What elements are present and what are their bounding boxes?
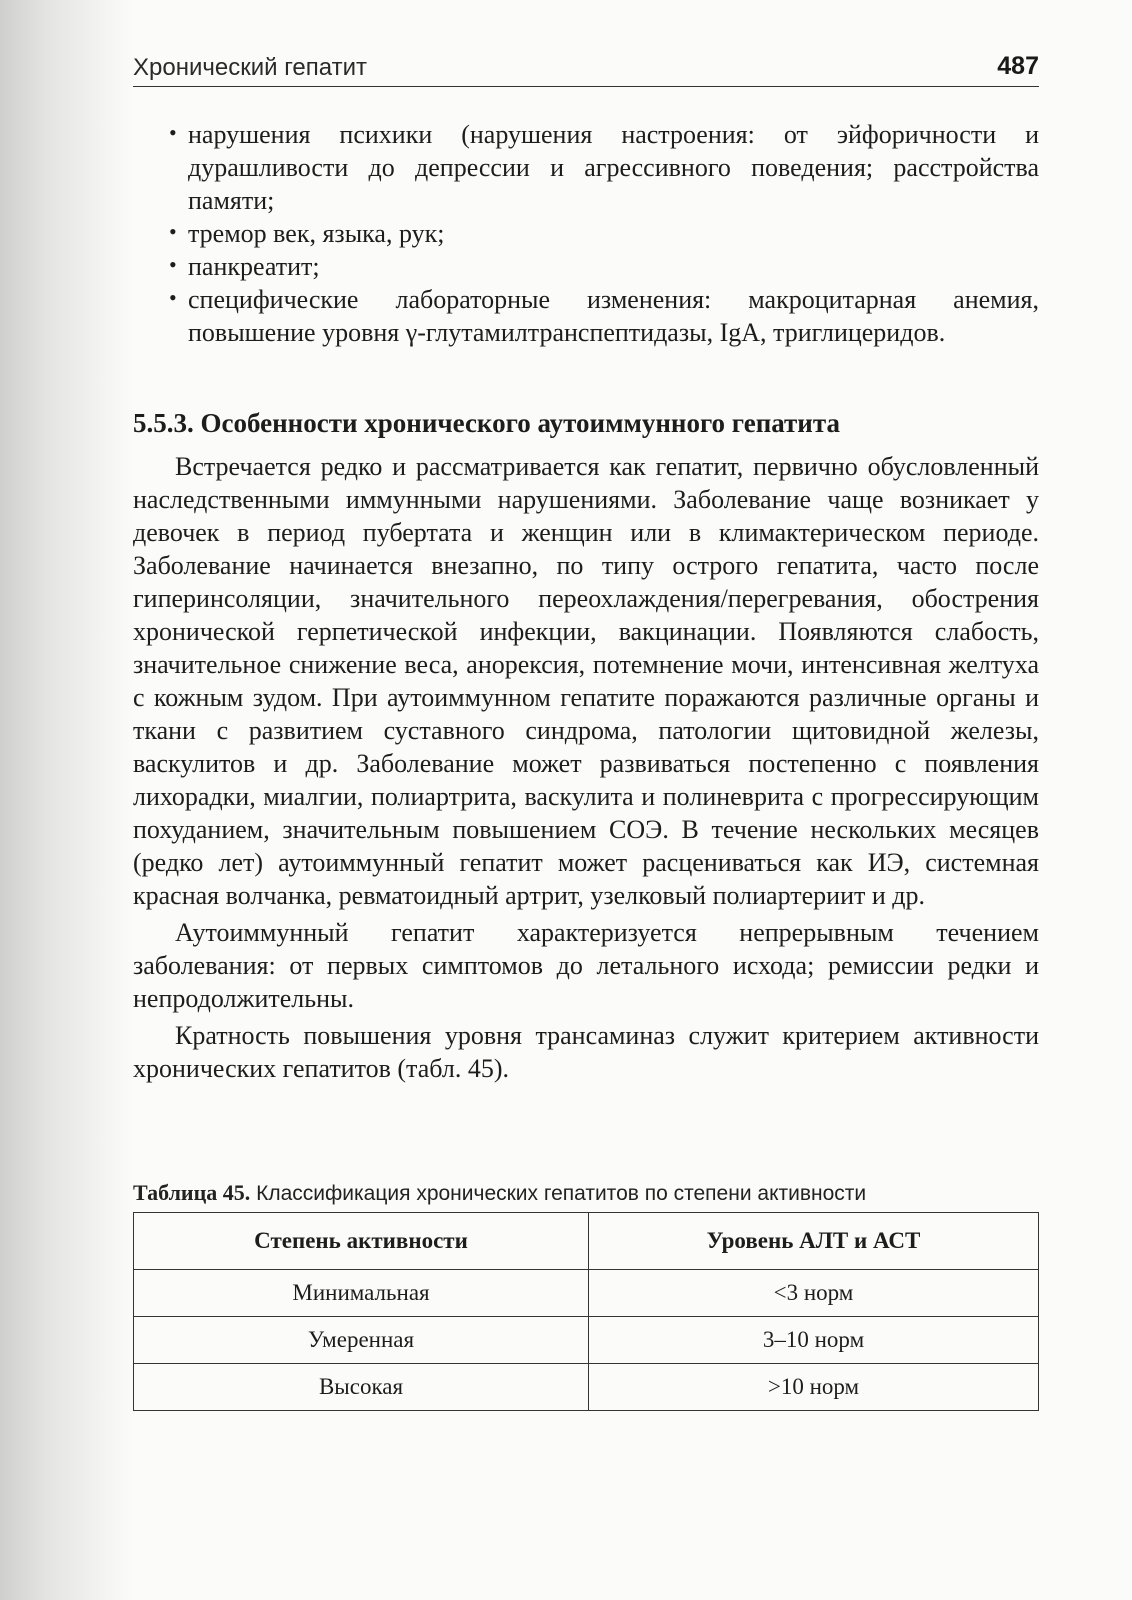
- table-caption-label: Таблица 45.: [133, 1180, 251, 1205]
- table-caption-text: Классификация хронических гепатитов по степени активности: [250, 1182, 867, 1205]
- list-item: [133, 118, 1039, 217]
- list-item-text: специфические лабораторные изменения: макроцитарная анемия, повышение уровня γ-глутамилтранспептидазы, IgA, триглицеридов.: [188, 285, 1039, 347]
- paragraph: Встречается редко и рассматривается как гепатит, первично обусловленный наследственными иммунными нарушениями. Заболевание чаще возникает у девочек в период пубертата и женщин или в климактерическом периоде. Заболевание начинается внезапно, по типу острого гепатита, часто после гиперинсоляции, значительного переохлаждения/перегревания, обострения хронической герпетической инфекции, вакцинации. Появляются слабость, значительное снижение веса, анорексия, потемнение мочи, интенсивная желтуха с кожным зудом. При аутоиммунном гепатите поражаются различные органы и ткани с развитием суставного синдрома, патологии щитовидной железы, васкулитов и др. Заболевание может развиваться постепенно с появления лихорадки, миалгии, полиартрита, васкулита и полиневрита с прогрессирующим похуданием, значительным повышением СОЭ. В течение нескольких месяцев (редко лет) аутоиммунный гепатит может расцениваться как ИЭ, системная красная волчанка, ревматоидный артрит, узелковый полиартериит и др.: [133, 452, 1039, 910]
- paragraph: Аутоиммунный гепатит характеризуется непрерывным течением заболевания: от первых симптомов до летального исхода; ремиссии редки и непродолжительны.: [133, 918, 1039, 1013]
- list-item-text: нарушения психики (нарушения настроения: от эйфоричности и дурашливости до депрессии и агрессивного поведения; расстройства памяти;: [188, 120, 1039, 215]
- running-title: Хронический гепатит: [133, 54, 367, 81]
- activity-classification-table: [133, 1212, 1039, 1411]
- page-number: 487: [997, 52, 1039, 80]
- table-cell: >10 норм: [589, 1364, 1039, 1411]
- table-cell: 3–10 норм: [589, 1317, 1039, 1364]
- list-item-text: панкреатит;: [188, 252, 320, 281]
- table-caption: [133, 1178, 1039, 1209]
- list-item: [133, 250, 1039, 283]
- list-item: [133, 217, 1039, 250]
- bullet-icon: •: [169, 285, 177, 310]
- table-row: [134, 1364, 1039, 1411]
- table-row: [134, 1270, 1039, 1317]
- column-header-activity-degree: Степень активности: [134, 1213, 589, 1270]
- section-body: [133, 450, 1039, 1089]
- list-item-text: тремор век, языка, рук;: [188, 219, 445, 248]
- table-cell: Умеренная: [134, 1317, 589, 1364]
- list-item: [133, 283, 1039, 349]
- table-cell: Минимальная: [134, 1270, 589, 1317]
- paragraph: Кратность повышения уровня трансаминаз служит критерием активности хронических гепатитов (табл. 45).: [133, 1021, 1039, 1083]
- running-header: [133, 52, 1039, 87]
- table-header-row: [134, 1213, 1039, 1270]
- table-cell: <3 норм: [589, 1270, 1039, 1317]
- table-cell: Высокая: [134, 1364, 589, 1411]
- bullet-icon: •: [169, 219, 177, 244]
- table-row: [134, 1317, 1039, 1364]
- column-header-alt-ast-level: Уровень АЛТ и АСТ: [589, 1213, 1039, 1270]
- symptom-bullet-list: [133, 118, 1039, 349]
- page-spine-shadow: [0, 0, 135, 1600]
- bullet-icon: •: [169, 252, 177, 277]
- section-heading: 5.5.3. Особенности хронического аутоиммунного гепатита: [133, 408, 840, 438]
- bullet-icon: •: [169, 120, 177, 145]
